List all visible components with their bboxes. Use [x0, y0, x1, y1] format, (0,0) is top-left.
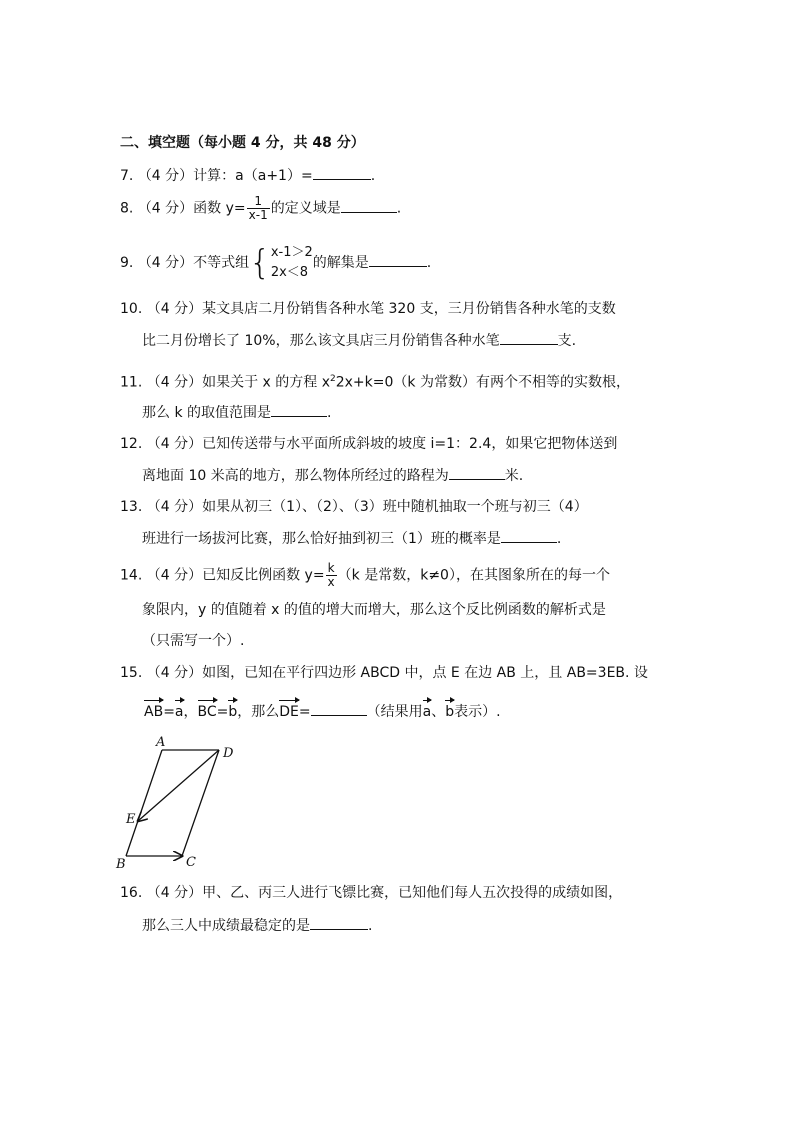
question-9 [120, 242, 431, 284]
label-a: A [156, 735, 166, 750]
superscript: 2 [330, 374, 336, 384]
question-text: 已知反比例函数 y= [202, 567, 325, 584]
question-text: 的解集是 [312, 255, 369, 271]
answer-blank [501, 528, 557, 543]
question-number: 9. [120, 255, 134, 271]
question-number: 12. [120, 436, 143, 452]
question-end: . [556, 531, 562, 547]
separator: 、 [431, 704, 446, 720]
question-number: 8. [120, 200, 134, 217]
question-end: . [426, 255, 432, 271]
question-text: 比二月份增长了 10%，那么该文具店三月份销售各种水笔 [142, 333, 500, 349]
question-number: 7. [120, 168, 134, 184]
vector-ab: AB [144, 704, 164, 720]
question-12 [120, 434, 617, 454]
question-text: 如果关于 x 的方程 x [202, 374, 330, 391]
label-e: E [126, 812, 136, 827]
question-11 [120, 369, 630, 393]
answer-blank [313, 165, 371, 180]
question-number: 16. [120, 885, 143, 901]
answer-blank [311, 701, 367, 716]
fraction-denominator: x [327, 575, 335, 589]
question-text: 2x+k=0（k 为常数）有两个不相等的实数根， [335, 374, 630, 391]
fraction-numerator: 1 [247, 195, 270, 209]
question-text: 象限内，y 的值随着 x 的值的增大而增大，那么这个反比例函数的解析式是 [142, 602, 606, 618]
section-heading: 二、填空题（每小题 4 分，共 48 分） [120, 135, 365, 151]
equals-sign: = [298, 704, 311, 720]
question-end: . [327, 405, 332, 421]
question-11-continued [142, 402, 331, 423]
question-12-continued [142, 465, 523, 486]
inequality-system [271, 243, 313, 283]
vector-a: a [422, 704, 432, 720]
answer-blank [500, 330, 558, 345]
answer-blank [369, 252, 427, 267]
question-text: 某文具店二月份销售各种水笔 320 支，三月份销售各种水笔的支数 [202, 301, 616, 317]
question-number: 14. [120, 567, 143, 584]
equals-sign: = [216, 704, 229, 720]
question-end: . [396, 200, 402, 217]
question-points: （4 分） [146, 436, 203, 452]
answer-blank [310, 915, 368, 930]
inequality-2: 2x＜8 [270, 265, 309, 280]
vector-de: DE [279, 704, 299, 720]
question-text: 那么三人中成绩最稳定的是 [142, 918, 310, 934]
question-10-continued [142, 330, 576, 351]
question-text: 离地面 10 米高的地方，那么物体所经过的路程为 [142, 468, 449, 484]
brace: { [249, 243, 271, 283]
vector-b: b [445, 704, 455, 720]
question-15-continued [144, 701, 501, 722]
question-end: 米. [504, 468, 524, 484]
vector-a: a [174, 704, 184, 720]
question-points: （4 分） [137, 200, 194, 217]
question-end: . [368, 918, 373, 934]
question-end: . [370, 168, 376, 184]
question-text: （只需写一个）. [142, 633, 245, 649]
fraction-denominator: x-1 [248, 208, 268, 222]
question-text: 如果从初三（1）、（2）、（3）班中随机抽取一个班与初三（4） [202, 499, 588, 515]
answer-blank [341, 198, 397, 213]
question-16 [120, 883, 622, 903]
question-13 [120, 497, 588, 517]
question-14 [120, 562, 610, 589]
vector-bc: BC [197, 704, 217, 720]
question-points: （4 分） [146, 499, 203, 515]
question-end: 支. [557, 333, 577, 349]
question-number: 15. [120, 665, 143, 681]
question-13-continued [142, 528, 561, 549]
label-c: C [186, 855, 196, 870]
label-d: D [223, 746, 234, 761]
question-number: 13. [120, 499, 143, 515]
question-14-continued [142, 600, 606, 620]
question-text: 已知传送带与水平面所成斜坡的坡度 i=1：2.4，如果它把物体送到 [202, 436, 618, 452]
fraction [247, 195, 270, 222]
question-10 [120, 299, 616, 319]
question-number: 11. [120, 374, 143, 391]
side-ab [126, 750, 162, 856]
label-b: B [116, 857, 126, 872]
question-points: （4 分） [146, 374, 203, 391]
question-text: 计算：a（a+1）= [193, 168, 313, 184]
question-points: （4 分） [146, 885, 203, 901]
question-text: 函数 y= [193, 200, 246, 217]
question-15 [120, 663, 648, 683]
question-text: 班进行一场拔河比赛，那么恰好抽到初三（1）班的概率是 [142, 531, 501, 547]
question-text: 表示）. [454, 704, 501, 720]
question-7 [120, 165, 375, 186]
question-text: 如图，已知在平行四边形 ABCD 中，点 E 在边 AB 上，且 AB=3EB. 设 [202, 665, 648, 681]
question-text: 不等式组 [193, 255, 250, 271]
answer-blank [271, 402, 327, 417]
question-text: 那么 k 的取值范围是 [142, 405, 272, 421]
question-text: （结果用 [366, 704, 423, 720]
question-points: （4 分） [146, 567, 203, 584]
question-16-continued [142, 915, 372, 936]
question-text: ，那么 [237, 704, 280, 720]
question-8 [120, 195, 401, 222]
fraction [326, 562, 337, 589]
answer-blank [449, 465, 505, 480]
question-number: 10. [120, 301, 143, 317]
question-text: 甲、乙、丙三人进行飞镖比赛，已知他们每人五次投得的成绩如图， [202, 885, 623, 901]
vector-b: b [228, 704, 238, 720]
separator: ， [183, 704, 198, 720]
question-points: （4 分） [137, 255, 194, 271]
question-points: （4 分） [146, 665, 203, 681]
parallelogram-figure [112, 732, 242, 872]
question-14-continued [142, 631, 244, 651]
question-text: （k 是常数，k≠0），在其图象所在的每一个 [337, 567, 610, 584]
question-points: （4 分） [146, 301, 203, 317]
inequality-1: x-1＞2 [270, 245, 313, 260]
equals-sign: = [163, 704, 175, 720]
question-text: 的定义域是 [270, 200, 341, 217]
fraction-numerator: k [326, 562, 337, 576]
question-points: （4 分） [137, 168, 194, 184]
